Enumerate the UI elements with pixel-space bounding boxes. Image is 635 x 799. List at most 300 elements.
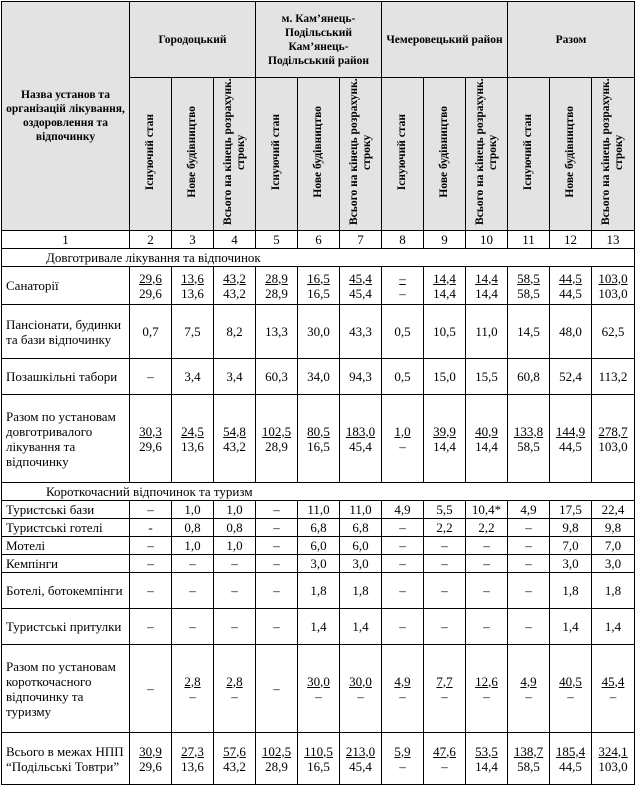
value-cell: – <box>508 573 550 609</box>
value-cell: 1,0 <box>172 501 214 519</box>
value-cell: 10,4* <box>466 501 508 519</box>
value-cell <box>172 395 214 483</box>
value-cell: – <box>130 555 172 573</box>
value-total: 278,7 <box>598 423 628 439</box>
value-cell <box>340 267 382 305</box>
row-name: Всього в межах НПП “Подільські Товтри” <box>2 733 130 785</box>
value-cell: 1,8 <box>298 573 340 609</box>
value-cell <box>340 645 382 733</box>
value-cell <box>550 395 592 483</box>
value-total: 54,8 <box>223 423 246 439</box>
value-cell: 7,0 <box>550 537 592 555</box>
value-cell: 1,0 <box>214 501 256 519</box>
group-header-chemerivtsi: Чемеровецький район <box>382 2 508 78</box>
value-total: 43,2 <box>223 270 246 286</box>
value-cell: 48,0 <box>550 305 592 359</box>
value-cell <box>550 645 592 733</box>
value-cell: – <box>466 555 508 573</box>
column-header-name: Назва установ та організацій лікування, оздоровлення та відпочинку <box>2 2 130 231</box>
value-cell: 62,5 <box>592 305 635 359</box>
subheader-total-end <box>340 78 382 231</box>
value-total: 5,9 <box>394 743 411 759</box>
value-cell <box>466 267 508 305</box>
value-total: 183,0 <box>345 423 376 439</box>
value-cell <box>214 395 256 483</box>
row-name: Туристські притулки <box>2 609 130 645</box>
row-name: Туристські бази <box>2 501 130 519</box>
value-total: 103,0 <box>598 270 628 286</box>
value-total: 102,5 <box>261 423 292 439</box>
value-existing: 28,9 <box>265 758 288 774</box>
value-total: 14,4 <box>475 270 498 286</box>
subheader-existing <box>130 78 172 231</box>
value-cell: – <box>382 555 424 573</box>
row-name: Разом по установам довготривалого лікування та відпочинку <box>2 395 130 483</box>
value-existing: – <box>525 688 532 704</box>
value-cell <box>130 267 172 305</box>
value-cell: 11,0 <box>340 501 382 519</box>
group-header-horodok: Городоцький <box>130 2 256 78</box>
row-name: Пансіонати, будинки та бази відпочинку <box>2 305 130 359</box>
column-number: 5 <box>256 231 298 249</box>
value-cell: – <box>172 573 214 609</box>
value-cell: – <box>214 555 256 573</box>
value-total: 30,3 <box>139 423 162 439</box>
value-cell: 17,5 <box>550 501 592 519</box>
value-cell: 5,5 <box>424 501 466 519</box>
value-existing: 45,4 <box>349 438 372 454</box>
subheader-label: Всього на кінець розрахунк. строку <box>600 78 626 226</box>
table-row <box>2 359 635 395</box>
value-existing: 28,9 <box>265 285 288 301</box>
value-cell: – <box>508 519 550 537</box>
value-cell <box>172 267 214 305</box>
value-existing: 58,5 <box>517 758 540 774</box>
value-cell <box>214 645 256 733</box>
table-row <box>2 733 635 785</box>
column-number: 4 <box>214 231 256 249</box>
value-total: 185,4 <box>555 743 586 759</box>
value-cell: 6,0 <box>298 537 340 555</box>
row-name: Разом по установам короткочасного відпочинку та туризму <box>2 645 130 733</box>
value-cell: 1,8 <box>550 573 592 609</box>
value-total: 47,6 <box>433 743 456 759</box>
value-existing: 103,0 <box>598 438 628 454</box>
value-cell: – <box>130 501 172 519</box>
value-cell <box>592 645 635 733</box>
value-cell: 1,0 <box>214 537 256 555</box>
value-cell: – <box>256 501 298 519</box>
value-existing: 58,5 <box>517 438 540 454</box>
value-cell: – <box>130 573 172 609</box>
value-cell: 3,4 <box>214 359 256 395</box>
value-cell: – <box>256 519 298 537</box>
row-name: Мотелі <box>2 537 130 555</box>
value-cell: – <box>508 609 550 645</box>
column-number: 3 <box>172 231 214 249</box>
subheader-new <box>172 78 214 231</box>
value-cell <box>382 645 424 733</box>
value-cell <box>340 733 382 785</box>
column-number: 10 <box>466 231 508 249</box>
value-cell: 4,9 <box>382 501 424 519</box>
value-cell: 3,4 <box>172 359 214 395</box>
section-title: Короткочасний відпочинок та туризм <box>2 483 635 501</box>
value-existing: 14,4 <box>475 438 498 454</box>
value-cell: 1,4 <box>550 609 592 645</box>
value-cell <box>382 733 424 785</box>
value-total: 4,9 <box>520 673 537 689</box>
table-row <box>2 609 635 645</box>
value-existing: 44,5 <box>559 285 582 301</box>
value-existing: 44,5 <box>559 758 582 774</box>
value-cell: 52,4 <box>550 359 592 395</box>
table-row <box>2 537 635 555</box>
group-header-kamianets: м. Кам’янець-Подільський Кам’янець-Подільський район <box>256 2 382 78</box>
value-cell <box>256 395 298 483</box>
value-cell <box>508 395 550 483</box>
value-cell <box>424 645 466 733</box>
value-cell: 60,8 <box>508 359 550 395</box>
value-existing: – <box>231 688 238 704</box>
value-cell: – <box>130 537 172 555</box>
subheader-total-end <box>466 78 508 231</box>
value-total: 4,9 <box>394 673 411 689</box>
value-cell: – <box>172 609 214 645</box>
table-row <box>2 395 635 483</box>
value-total: 24,5 <box>181 423 204 439</box>
value-cell: 94,3 <box>340 359 382 395</box>
value-cell: 7,5 <box>172 305 214 359</box>
table-row <box>2 573 635 609</box>
value-cell: - <box>130 519 172 537</box>
value-existing: 43,2 <box>223 758 246 774</box>
value-cell: – <box>466 573 508 609</box>
value-cell: – <box>382 537 424 555</box>
subheader-existing <box>508 78 550 231</box>
value-cell <box>298 645 340 733</box>
value-cell <box>130 395 172 483</box>
section-row <box>2 249 635 267</box>
value-cell <box>382 267 424 305</box>
value-existing: – <box>357 688 364 704</box>
value-cell: – <box>508 555 550 573</box>
value-cell: 11,0 <box>298 501 340 519</box>
value-cell: 8,2 <box>214 305 256 359</box>
subheader-new <box>550 78 592 231</box>
value-cell: 1,0 <box>172 537 214 555</box>
value-existing: – <box>441 688 448 704</box>
group-header-total: Разом <box>508 2 635 78</box>
value-total: 144,9 <box>555 423 586 439</box>
value-cell: 1,4 <box>592 609 635 645</box>
facilities-table <box>1 1 635 785</box>
value-total: 80,5 <box>307 423 330 439</box>
value-existing: – <box>315 688 322 704</box>
subheader-existing <box>382 78 424 231</box>
row-name: Туристські готелі <box>2 519 130 537</box>
value-cell: 11,0 <box>466 305 508 359</box>
value-cell: – <box>256 573 298 609</box>
value-cell: 2,2 <box>466 519 508 537</box>
value-cell: 6,0 <box>340 537 382 555</box>
value-cell <box>424 395 466 483</box>
value-total: 2,8 <box>184 673 201 689</box>
value-cell <box>508 267 550 305</box>
subheader-label: Існуючий стан <box>396 113 408 191</box>
subheader-label: Всього на кінець розрахунк. строку <box>473 78 499 226</box>
value-cell: 3,0 <box>550 555 592 573</box>
table-row <box>2 501 635 519</box>
value-total: 29,6 <box>139 270 162 286</box>
value-total: 7,7 <box>436 673 453 689</box>
value-cell: – <box>424 573 466 609</box>
value-cell: 0,5 <box>382 305 424 359</box>
subheader-existing <box>256 78 298 231</box>
row-name: Санаторії <box>2 267 130 305</box>
value-existing: 13,6 <box>181 438 204 454</box>
value-cell: 10,5 <box>424 305 466 359</box>
value-cell: – <box>130 609 172 645</box>
subheader-total-end <box>592 78 635 231</box>
table-row <box>2 267 635 305</box>
value-existing: 16,5 <box>307 438 330 454</box>
row-name: Кемпінги <box>2 555 130 573</box>
value-cell: 13,3 <box>256 305 298 359</box>
value-total: 39,9 <box>433 423 456 439</box>
value-cell: 30,0 <box>298 305 340 359</box>
value-cell <box>550 267 592 305</box>
subheader-label: Існуючий стан <box>270 113 282 191</box>
column-number: 1 <box>2 231 130 249</box>
value-cell: 9,8 <box>550 519 592 537</box>
value-cell <box>466 395 508 483</box>
value-cell <box>256 267 298 305</box>
value-total: 213,0 <box>345 743 376 759</box>
value-total: 110,5 <box>304 743 333 759</box>
value-existing: 14,4 <box>475 758 498 774</box>
value-total: 40,5 <box>559 673 582 689</box>
value-cell <box>466 645 508 733</box>
value-cell: – <box>256 609 298 645</box>
value-total: 16,5 <box>307 270 330 286</box>
value-total: – <box>399 270 406 286</box>
column-number-row <box>2 231 635 249</box>
value-cell <box>592 267 635 305</box>
value-total: 12,6 <box>475 673 498 689</box>
value-cell: – <box>466 609 508 645</box>
value-total: 138,7 <box>513 743 544 759</box>
value-existing: – <box>483 688 490 704</box>
column-number: 9 <box>424 231 466 249</box>
value-cell: 1,4 <box>298 609 340 645</box>
value-cell: 4,9 <box>508 501 550 519</box>
value-cell <box>592 733 635 785</box>
subheader-new <box>424 78 466 231</box>
value-existing: 29,6 <box>139 758 162 774</box>
value-cell: – <box>382 609 424 645</box>
column-number: 6 <box>298 231 340 249</box>
value-cell: – <box>424 555 466 573</box>
value-existing: 103,0 <box>598 758 628 774</box>
value-cell: – <box>424 537 466 555</box>
value-total: 53,5 <box>475 743 498 759</box>
value-cell: – <box>214 573 256 609</box>
value-total: 28,9 <box>265 270 288 286</box>
section-row <box>2 483 635 501</box>
value-existing: – <box>189 688 196 704</box>
value-cell: 3,0 <box>340 555 382 573</box>
value-total: 1,0 <box>394 423 411 439</box>
value-existing: 103,0 <box>598 285 628 301</box>
value-existing: 14,4 <box>433 285 456 301</box>
value-cell: 3,0 <box>298 555 340 573</box>
value-total: 45,4 <box>601 673 625 689</box>
value-existing: 16,5 <box>307 758 330 774</box>
subheader-new <box>298 78 340 231</box>
value-cell: 60,3 <box>256 359 298 395</box>
column-number: 7 <box>340 231 382 249</box>
value-cell: 0,7 <box>130 305 172 359</box>
value-existing: 14,4 <box>475 285 498 301</box>
value-cell: 0,5 <box>382 359 424 395</box>
value-cell <box>466 733 508 785</box>
value-cell: 0,8 <box>172 519 214 537</box>
subheader-label: Нове будівництво <box>312 106 324 198</box>
value-cell <box>424 733 466 785</box>
column-number: 2 <box>130 231 172 249</box>
subheader-total-end <box>214 78 256 231</box>
subheader-label: Існуючий стан <box>522 113 534 191</box>
value-cell <box>214 733 256 785</box>
value-cell <box>424 267 466 305</box>
value-cell: – <box>382 573 424 609</box>
value-existing: – <box>567 688 574 704</box>
subheader-label: Всього на кінець розрахунк. строку <box>221 78 247 226</box>
value-total: 13,6 <box>181 270 204 286</box>
subheader-label: Нове будівництво <box>564 106 576 198</box>
column-number: 12 <box>550 231 592 249</box>
value-cell <box>592 395 635 483</box>
value-existing: 43,2 <box>223 438 246 454</box>
table-row <box>2 305 635 359</box>
value-cell: – <box>256 645 298 733</box>
value-total: 30,0 <box>349 673 372 689</box>
value-cell <box>550 733 592 785</box>
value-cell: 22,4 <box>592 501 635 519</box>
table-row <box>2 645 635 733</box>
value-existing: 45,4 <box>349 758 372 774</box>
column-number: 8 <box>382 231 424 249</box>
value-cell: 15,0 <box>424 359 466 395</box>
value-total: 58,5 <box>517 270 540 286</box>
value-total: 45,4 <box>349 270 372 286</box>
subheader-label: Нове будівництво <box>186 106 198 198</box>
value-cell: – <box>172 555 214 573</box>
value-existing: 13,6 <box>181 758 204 774</box>
subheader-label: Всього на кінець розрахунк. строку <box>347 78 373 226</box>
value-cell: 9,8 <box>592 519 635 537</box>
value-existing: – <box>399 438 406 454</box>
value-cell: – <box>508 537 550 555</box>
value-cell <box>172 645 214 733</box>
value-existing: 29,6 <box>139 438 162 454</box>
column-number: 13 <box>592 231 635 249</box>
value-existing: 28,9 <box>265 438 288 454</box>
section-title: Довготривале лікування та відпочинок <box>2 249 635 267</box>
value-cell <box>298 395 340 483</box>
value-cell: 6,8 <box>298 519 340 537</box>
value-cell: – <box>130 645 172 733</box>
value-cell: 6,8 <box>340 519 382 537</box>
value-cell <box>298 267 340 305</box>
value-total: 2,8 <box>226 673 243 689</box>
row-name: Ботелі, ботокемпінги <box>2 573 130 609</box>
value-cell: – <box>256 555 298 573</box>
value-cell: – <box>382 519 424 537</box>
value-existing: 44,5 <box>559 438 582 454</box>
value-existing: – <box>609 688 617 704</box>
value-cell: 113,2 <box>592 359 635 395</box>
value-total: 30,0 <box>307 673 330 689</box>
value-cell: 7,0 <box>592 537 635 555</box>
value-cell <box>130 733 172 785</box>
value-existing: 29,6 <box>139 285 162 301</box>
value-total: 102,5 <box>261 743 292 759</box>
value-cell: 14,5 <box>508 305 550 359</box>
value-cell: – <box>214 609 256 645</box>
value-cell: 1,4 <box>340 609 382 645</box>
value-existing: – <box>399 285 406 301</box>
subheader-label: Існуючий стан <box>144 113 156 191</box>
value-existing: 14,4 <box>433 438 456 454</box>
value-existing: 16,5 <box>307 285 330 301</box>
value-existing: 43,2 <box>223 285 246 301</box>
value-existing: – <box>399 688 406 704</box>
value-cell <box>508 645 550 733</box>
value-cell: 34,0 <box>298 359 340 395</box>
row-name: Позашкільні табори <box>2 359 130 395</box>
value-total: 40,9 <box>475 423 498 439</box>
value-existing: 13,6 <box>181 285 204 301</box>
value-cell: 0,8 <box>214 519 256 537</box>
value-cell: – <box>130 359 172 395</box>
value-existing: – <box>441 758 448 774</box>
value-cell <box>508 733 550 785</box>
value-total: 133,8 <box>513 423 544 439</box>
value-cell: – <box>466 537 508 555</box>
value-cell <box>298 733 340 785</box>
value-existing: – <box>399 758 406 774</box>
value-cell: 2,2 <box>424 519 466 537</box>
value-cell: 1,8 <box>592 573 635 609</box>
value-cell: 3,0 <box>592 555 635 573</box>
value-cell <box>214 267 256 305</box>
value-existing: 45,4 <box>349 285 372 301</box>
value-existing: 58,5 <box>517 285 540 301</box>
value-cell <box>172 733 214 785</box>
value-cell: – <box>256 537 298 555</box>
value-cell: 43,3 <box>340 305 382 359</box>
table-row <box>2 555 635 573</box>
subheader-label: Нове будівництво <box>438 106 450 198</box>
value-cell: 15,5 <box>466 359 508 395</box>
value-total: 14,4 <box>433 270 456 286</box>
value-total: 30,9 <box>139 743 162 759</box>
value-cell <box>256 733 298 785</box>
column-number: 11 <box>508 231 550 249</box>
value-total: 324,1 <box>598 743 628 759</box>
